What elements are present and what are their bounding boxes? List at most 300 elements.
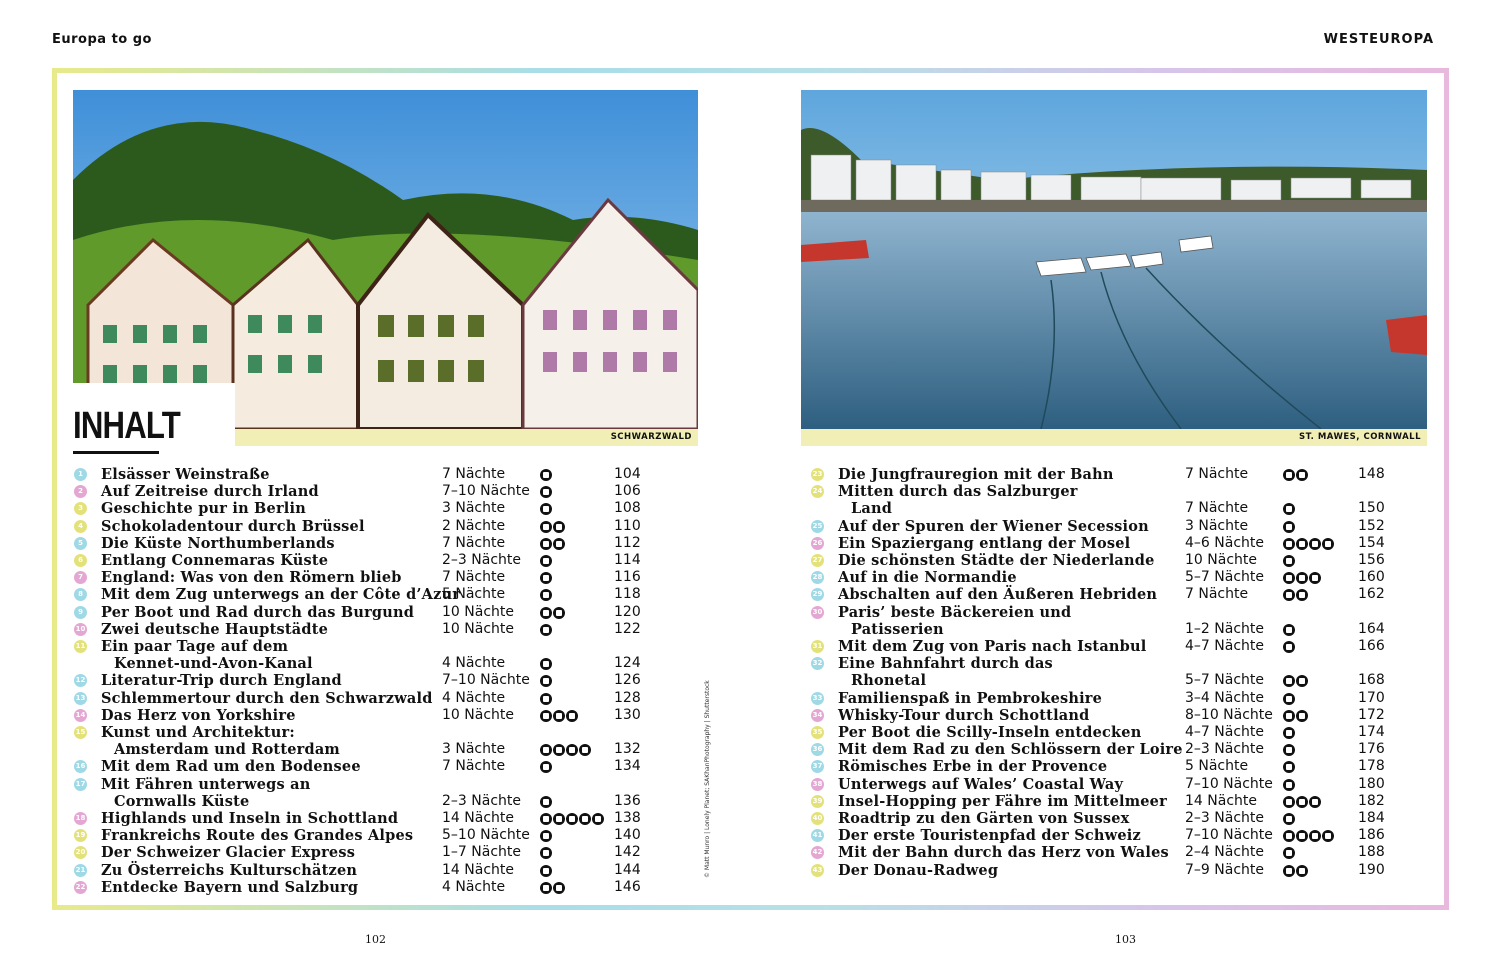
entry-number-badge: 19 [74, 829, 87, 842]
entry-nights: 7 Nächte [442, 758, 506, 775]
entry-nights: 2–3 Nächte [1185, 741, 1264, 758]
entry-number-badge: 14 [74, 709, 87, 722]
entry-page-number: 154 [1358, 534, 1385, 551]
entry-nights: 5–7 Nächte [1185, 672, 1264, 689]
entry-page-number: 152 [1358, 517, 1385, 534]
transport-icons [540, 882, 566, 903]
entry-page-number: 110 [614, 517, 641, 534]
entry-nights: 7 Nächte [442, 466, 506, 482]
toc-heading: INHALT [73, 405, 181, 447]
entry-title: Eine Bahnfahrt durch das [838, 655, 1053, 673]
entry-title: Rhonetal [851, 672, 927, 690]
entry-title: Mit dem Zug von Paris nach Istanbul [838, 638, 1147, 655]
entry-number-badge: 27 [811, 554, 824, 567]
entry-page-number: 184 [1358, 810, 1385, 826]
entry-title: Entlang Connemaras Küste [101, 552, 329, 569]
entry-title: Der Schweizer Glacier Express [101, 844, 356, 862]
transport-mode-icon [1296, 572, 1308, 584]
entry-title: Ein paar Tage auf dem [101, 638, 289, 655]
entry-page-number: 130 [614, 706, 641, 723]
entry-page-number: 108 [614, 500, 641, 517]
transport-mode-icon [540, 830, 552, 842]
transport-mode-icon [1283, 796, 1295, 808]
transport-mode-icon [540, 521, 552, 533]
transport-mode-icon [540, 555, 552, 567]
toc-entry [811, 586, 1411, 603]
entry-number-badge: 32 [811, 657, 824, 670]
toc-entry [811, 707, 1411, 724]
entry-page-number: 188 [1358, 844, 1385, 861]
transport-mode-icon [540, 796, 552, 808]
transport-mode-icon [1283, 572, 1295, 584]
entry-title: Zu Österreichs Kulturschätzen [101, 861, 358, 879]
transport-mode-icon [1322, 830, 1334, 842]
toc-entry [74, 535, 674, 552]
toc-entry [811, 552, 1411, 569]
entry-page-number: 172 [1358, 706, 1385, 723]
entry-page-number: 128 [614, 689, 641, 706]
toc-entry [74, 879, 674, 896]
entry-number-badge: 15 [74, 726, 87, 739]
transport-mode-icon [1283, 624, 1295, 636]
toc-entry [811, 518, 1411, 535]
entry-page-number: 122 [614, 620, 641, 637]
entry-nights: 4 Nächte [442, 878, 506, 895]
transport-mode-icon [1283, 521, 1295, 533]
photo-schwarzwald [73, 90, 698, 429]
entry-title: Cornwalls Küste [114, 792, 250, 810]
toc-entry [74, 638, 674, 673]
entry-number-badge: 23 [811, 468, 824, 481]
transport-mode-icon [540, 761, 552, 773]
entry-page-number: 170 [1358, 689, 1385, 706]
entry-page-number: 162 [1358, 586, 1385, 603]
entry-nights: 3 Nächte [1185, 517, 1249, 534]
entry-title: Mitten durch das Salzburger [838, 483, 1078, 501]
entry-nights: 10 Nächte [442, 620, 514, 637]
transport-mode-icon [540, 658, 552, 670]
entry-nights: 2–4 Nächte [1185, 844, 1264, 861]
entry-number-badge: 35 [811, 726, 824, 739]
entry-page-number: 182 [1358, 792, 1385, 809]
toc-entry [74, 844, 674, 861]
toc-entry [811, 569, 1411, 586]
transport-mode-icon [540, 589, 552, 601]
transport-mode-icon [1296, 830, 1308, 842]
transport-mode-icon [1283, 555, 1295, 567]
entry-nights: 7 Nächte [442, 534, 506, 551]
toc-entry [811, 724, 1411, 741]
entry-page-number: 176 [1358, 741, 1385, 758]
entry-title: Highlands und Inseln in Schottland [101, 810, 399, 827]
entry-number-badge: 1 [74, 468, 87, 481]
entry-nights: 14 Nächte [442, 810, 514, 826]
toc-entry [74, 707, 674, 724]
transport-mode-icon [1283, 779, 1295, 791]
transport-mode-icon [1283, 538, 1295, 550]
entry-title: Der Donau-Radweg [838, 861, 999, 879]
entry-nights: 2 Nächte [442, 517, 506, 534]
entry-nights: 7–9 Nächte [1185, 861, 1264, 878]
toc-entry [811, 690, 1411, 707]
entry-nights: 10 Nächte [442, 706, 514, 723]
entry-nights: 4 Nächte [442, 689, 506, 706]
transport-mode-icon [540, 572, 552, 584]
entry-title: Insel-Hopping per Fähre im Mittelmeer [838, 792, 1167, 810]
transport-mode-icon [540, 847, 552, 859]
transport-mode-icon [579, 744, 591, 756]
entry-title: England: Was von den Römern blieb [101, 569, 402, 587]
entry-page-number: 120 [614, 603, 641, 620]
entry-nights: 2–3 Nächte [442, 792, 521, 809]
transport-mode-icon [1296, 538, 1308, 550]
entry-number-badge: 11 [74, 640, 87, 653]
entry-number-badge: 8 [74, 588, 87, 601]
entry-nights: 14 Nächte [1185, 792, 1257, 809]
entry-title: Familienspaß in Pembrokeshire [838, 689, 1103, 707]
entry-number-badge: 17 [74, 778, 87, 791]
transport-mode-icon [1296, 865, 1308, 877]
toc-entry [811, 827, 1411, 844]
entry-nights: 5–10 Nächte [442, 827, 530, 844]
entry-title: Auf in die Normandie [838, 569, 1017, 587]
transport-mode-icon [1322, 538, 1334, 550]
transport-mode-icon [553, 607, 565, 619]
transport-mode-icon [540, 693, 552, 705]
transport-mode-icon [540, 882, 552, 894]
toc-entry [74, 483, 674, 500]
entry-nights: 10 Nächte [1185, 552, 1257, 568]
transport-mode-icon [540, 607, 552, 619]
entry-number-badge: 13 [74, 692, 87, 705]
entry-number-badge: 7 [74, 571, 87, 584]
entry-number-badge: 24 [811, 485, 824, 498]
toc-entry [811, 741, 1411, 758]
entry-page-number: 186 [1358, 827, 1385, 844]
entry-title: Amsterdam und Rotterdam [114, 741, 340, 759]
entry-title: Elsässer Weinstraße [101, 466, 270, 483]
transport-mode-icon [1283, 830, 1295, 842]
photo-st-mawes [801, 90, 1427, 429]
entry-title: Die Küste Northumberlands [101, 534, 335, 552]
toc-entry [74, 758, 674, 775]
entry-title: Land [851, 500, 893, 518]
entry-number-badge: 26 [811, 537, 824, 550]
entry-page-number: 190 [1358, 861, 1385, 878]
toc-entry [811, 638, 1411, 655]
toc-entry [811, 810, 1411, 827]
transport-mode-icon [1283, 761, 1295, 773]
entry-nights: 8–10 Nächte [1185, 706, 1273, 723]
transport-mode-icon [1283, 710, 1295, 722]
transport-mode-icon [540, 710, 552, 722]
entry-nights: 3 Nächte [442, 500, 506, 517]
entry-page-number: 180 [1358, 775, 1385, 792]
transport-mode-icon [1283, 727, 1295, 739]
entry-nights: 2–3 Nächte [1185, 810, 1264, 826]
entry-number-badge: 43 [811, 864, 824, 877]
entry-title: Zwei deutsche Hauptstädte [101, 620, 329, 638]
entry-nights: 4 Nächte [442, 655, 506, 672]
entry-number-badge: 16 [74, 760, 87, 773]
entry-title: Mit dem Zug unterwegs an der Côte d’Azur [101, 586, 461, 604]
transport-mode-icon [1296, 710, 1308, 722]
entry-number-badge: 25 [811, 520, 824, 533]
entry-page-number: 124 [614, 655, 641, 672]
entry-nights: 4–7 Nächte [1185, 638, 1264, 654]
entry-number-badge: 41 [811, 829, 824, 842]
toc-entry [74, 690, 674, 707]
entry-number-badge: 10 [74, 623, 87, 636]
entry-page-number: 164 [1358, 620, 1385, 637]
transport-mode-icon [540, 675, 552, 687]
transport-mode-icon [1296, 469, 1308, 481]
toc-entry [811, 862, 1411, 879]
entry-title: Mit Fähren unterwegs an [101, 775, 311, 793]
entry-number-badge: 31 [811, 640, 824, 653]
entry-title: Geschichte pur in Berlin [101, 500, 306, 518]
entry-title: Die Jungfrauregion mit der Bahn [838, 466, 1114, 483]
entry-title: Frankreichs Route des Grandes Alpes [101, 827, 414, 845]
entry-nights: 5–7 Nächte [1185, 569, 1264, 586]
entry-title: Auf Zeitreise durch Irland [101, 483, 319, 501]
transport-mode-icon [1283, 847, 1295, 859]
toc-entry [74, 604, 674, 621]
toc-entry [811, 776, 1411, 793]
entry-nights: 5 Nächte [1185, 758, 1249, 775]
transport-mode-icon [1309, 572, 1321, 584]
entry-page-number: 156 [1358, 552, 1385, 568]
transport-mode-icon [566, 710, 578, 722]
entry-number-badge: 3 [74, 502, 87, 515]
entry-page-number: 150 [1358, 500, 1385, 517]
transport-mode-icon [553, 813, 565, 825]
transport-mode-icon [540, 486, 552, 498]
entry-nights: 7–10 Nächte [442, 483, 530, 500]
entry-number-badge: 37 [811, 760, 824, 773]
transport-mode-icon [566, 744, 578, 756]
entry-page-number: 118 [614, 586, 641, 603]
transport-mode-icon [1309, 830, 1321, 842]
entry-nights: 2–3 Nächte [442, 552, 521, 568]
entry-page-number: 140 [614, 827, 641, 844]
entry-number-badge: 22 [74, 881, 87, 894]
toc-entry [74, 827, 674, 844]
transport-mode-icon [566, 813, 578, 825]
entry-number-badge: 33 [811, 692, 824, 705]
entry-number-badge: 5 [74, 537, 87, 550]
entry-title: Paris’ beste Bäckereien und [838, 603, 1072, 621]
entry-page-number: 160 [1358, 569, 1385, 586]
transport-mode-icon [553, 538, 565, 550]
entry-nights: 1–2 Nächte [1185, 620, 1264, 637]
entry-page-number: 116 [614, 569, 641, 586]
entry-title: Literatur-Trip durch England [101, 672, 342, 690]
photo-caption-right: ST. MAWES, CORNWALL [801, 429, 1427, 446]
entry-page-number: 174 [1358, 724, 1385, 740]
transport-mode-icon [540, 624, 552, 636]
entry-number-badge: 34 [811, 709, 824, 722]
transport-mode-icon [1283, 469, 1295, 481]
page-number-right: 103 [1115, 933, 1136, 946]
toc-entry [811, 655, 1411, 690]
toc-entry [74, 586, 674, 603]
entry-number-badge: 21 [74, 864, 87, 877]
entry-number-badge: 40 [811, 812, 824, 825]
toc-entry [74, 672, 674, 689]
toc-entry [74, 724, 674, 759]
entry-nights: 1–7 Nächte [442, 844, 521, 861]
entry-nights: 14 Nächte [442, 861, 514, 878]
entry-title: Römisches Erbe in der Provence [838, 758, 1108, 776]
transport-mode-icon [1296, 589, 1308, 601]
entry-title: Schokoladentour durch Brüssel [101, 517, 365, 535]
entry-title: Mit der Bahn durch das Herz von Wales [838, 844, 1169, 862]
toc-entry [74, 518, 674, 535]
transport-mode-icon [1283, 503, 1295, 515]
entry-page-number: 168 [1358, 672, 1385, 689]
transport-icons [1283, 865, 1309, 886]
running-head-left: Europa to go [52, 32, 152, 47]
entry-page-number: 146 [614, 878, 641, 895]
entry-page-number: 142 [614, 844, 641, 861]
toc-entry [74, 775, 674, 810]
running-head-right: WESTEUROPA [1323, 32, 1434, 47]
entry-page-number: 106 [614, 483, 641, 500]
entry-title: Unterwegs auf Wales’ Coastal Way [838, 775, 1124, 793]
entry-title: Ein Spaziergang entlang der Mosel [838, 534, 1131, 552]
entry-number-badge: 29 [811, 588, 824, 601]
entry-nights: 7 Nächte [1185, 466, 1249, 482]
transport-mode-icon [553, 521, 565, 533]
toc-entry [74, 810, 674, 827]
entry-page-number: 148 [1358, 466, 1385, 482]
entry-page-number: 114 [614, 552, 641, 568]
entry-nights: 7 Nächte [1185, 500, 1249, 517]
entry-number-badge: 2 [74, 485, 87, 498]
toc-entry [74, 500, 674, 517]
toc-entry [811, 483, 1411, 518]
transport-mode-icon [1283, 641, 1295, 653]
entry-page-number: 104 [614, 466, 641, 482]
entry-title: Entdecke Bayern und Salzburg [101, 878, 359, 896]
entry-number-badge: 9 [74, 606, 87, 619]
entry-title: Patisserien [851, 620, 944, 638]
toc-heading-block [73, 383, 235, 453]
transport-mode-icon [540, 538, 552, 550]
entry-nights: 4–7 Nächte [1185, 724, 1264, 740]
entry-nights: 7–10 Nächte [1185, 775, 1273, 792]
entry-page-number: 138 [614, 810, 641, 826]
transport-mode-icon [540, 813, 552, 825]
toc-entry [811, 758, 1411, 775]
entry-page-number: 126 [614, 672, 641, 689]
entry-number-badge: 12 [74, 674, 87, 687]
entry-page-number: 112 [614, 534, 641, 551]
transport-mode-icon [1309, 796, 1321, 808]
transport-mode-icon [540, 469, 552, 481]
entry-page-number: 178 [1358, 758, 1385, 775]
heading-underline [73, 451, 159, 454]
photo-credit: © Matt Munro | Lonely Planet; SAKhanPhotography | Shutterstock [704, 680, 711, 878]
entry-nights: 3–4 Nächte [1185, 689, 1264, 706]
entry-nights: 4–6 Nächte [1185, 534, 1264, 551]
page-number-left: 102 [365, 933, 386, 946]
toc-entry [811, 793, 1411, 810]
entry-page-number: 134 [614, 758, 641, 775]
entry-page-number: 166 [1358, 638, 1385, 654]
transport-mode-icon [1283, 744, 1295, 756]
entry-title: Kunst und Architektur: [101, 724, 295, 741]
entry-page-number: 144 [614, 861, 641, 878]
entry-title: Kennet-und-Avon-Kanal [114, 655, 313, 673]
entry-title: Mit dem Rad um den Bodensee [101, 758, 361, 776]
transport-mode-icon [1283, 693, 1295, 705]
transport-mode-icon [540, 865, 552, 877]
entry-page-number: 136 [614, 792, 641, 809]
entry-title: Die schönsten Städte der Niederlande [838, 552, 1155, 569]
entry-nights: 7 Nächte [1185, 586, 1249, 603]
entry-number-badge: 42 [811, 846, 824, 859]
transport-mode-icon [553, 882, 565, 894]
entry-number-badge: 4 [74, 520, 87, 533]
entry-title: Whisky-Tour durch Schottland [838, 706, 1090, 724]
transport-mode-icon [1283, 865, 1295, 877]
entry-title: Der erste Touristenpfad der Schweiz [838, 827, 1141, 845]
photo-caption-left: SCHWARZWALD [235, 429, 698, 446]
transport-mode-icon [553, 710, 565, 722]
toc-entry [811, 466, 1411, 483]
entry-number-badge: 18 [74, 812, 87, 825]
entry-number-badge: 36 [811, 743, 824, 756]
entry-number-badge: 20 [74, 846, 87, 859]
transport-mode-icon [1283, 813, 1295, 825]
transport-mode-icon [553, 744, 565, 756]
entry-nights: 5 Nächte [442, 586, 506, 603]
toc-entry [811, 844, 1411, 861]
transport-mode-icon [1283, 675, 1295, 687]
entry-nights: 7 Nächte [442, 569, 506, 586]
transport-mode-icon [540, 503, 552, 515]
transport-mode-icon [592, 813, 604, 825]
transport-mode-icon [1309, 538, 1321, 550]
entry-nights: 3 Nächte [442, 741, 506, 758]
entry-title: Per Boot und Rad durch das Burgund [101, 603, 415, 621]
entry-number-badge: 30 [811, 606, 824, 619]
entry-page-number: 132 [614, 741, 641, 758]
entry-number-badge: 6 [74, 554, 87, 567]
entry-nights: 10 Nächte [442, 603, 514, 620]
entry-number-badge: 28 [811, 571, 824, 584]
entry-number-badge: 38 [811, 778, 824, 791]
entry-title: Mit dem Rad zu den Schlössern der Loire [838, 741, 1183, 759]
entry-title: Schlemmertour durch den Schwarzwald [101, 689, 433, 707]
entry-nights: 7–10 Nächte [442, 672, 530, 689]
entry-title: Per Boot die Scilly-Inseln entdecken [838, 724, 1142, 741]
transport-mode-icon [540, 744, 552, 756]
entry-nights: 7–10 Nächte [1185, 827, 1273, 844]
transport-mode-icon [1283, 589, 1295, 601]
transport-mode-icon [1296, 675, 1308, 687]
toc-entry [74, 466, 674, 483]
toc-entry [74, 621, 674, 638]
entry-title: Das Herz von Yorkshire [101, 706, 296, 724]
toc-entry [74, 862, 674, 879]
toc-entry [74, 569, 674, 586]
toc-entry [811, 535, 1411, 552]
transport-mode-icon [579, 813, 591, 825]
toc-entry [811, 603, 1411, 638]
